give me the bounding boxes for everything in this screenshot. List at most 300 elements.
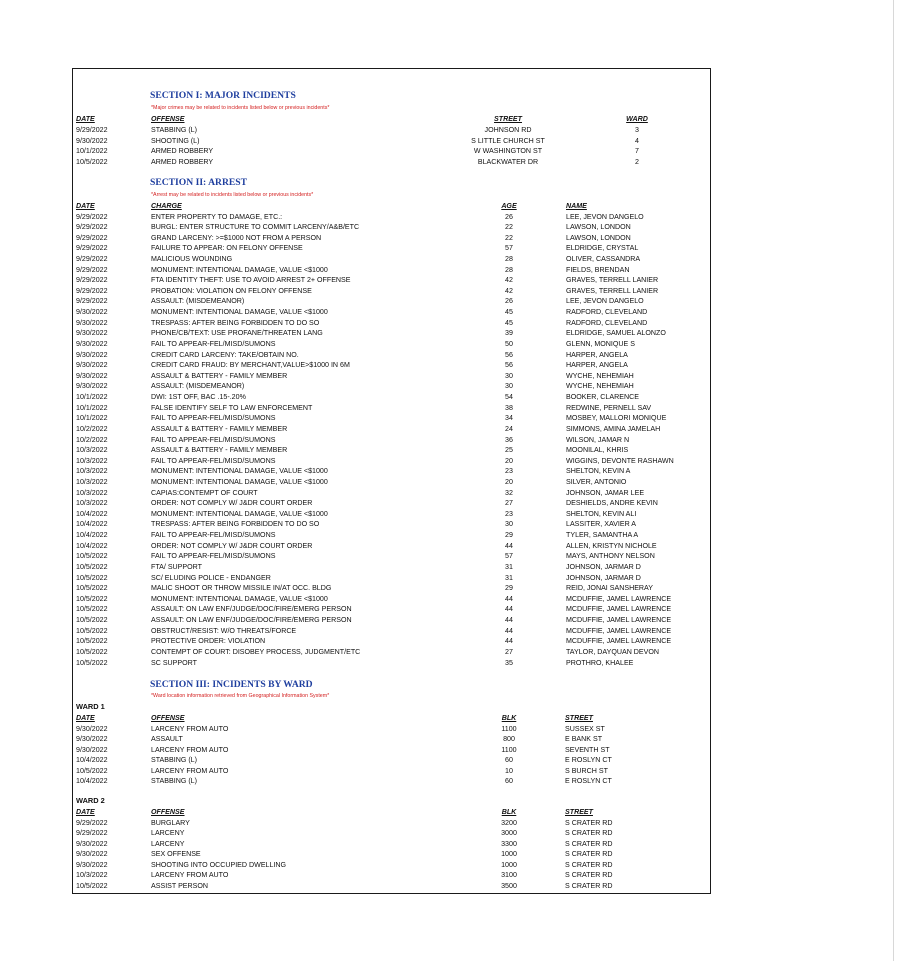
row-date: 9/30/2022 (76, 860, 108, 869)
row-name: HARPER, ANGELA (566, 361, 628, 370)
table-header (73, 713, 710, 724)
row-date: 10/3/2022 (76, 488, 108, 497)
row-date: 10/4/2022 (76, 531, 108, 540)
table-row (73, 551, 710, 562)
row-age: 35 (505, 658, 513, 667)
row-charge: CONTEMPT OF COURT: DISOBEY PROCESS, JUDGMENT/ETC (151, 647, 361, 656)
table-row (73, 519, 710, 530)
row-age: 44 (505, 594, 513, 603)
row-date: 9/30/2022 (76, 329, 108, 338)
table-row (73, 339, 710, 350)
table-row (73, 776, 710, 787)
row-date: 10/1/2022 (76, 403, 108, 412)
row-date: 10/3/2022 (76, 446, 108, 455)
row-charge: CREDIT CARD LARCENY: TAKE/OBTAIN NO. (151, 350, 299, 359)
row-name: GRAVES, TERRELL LANIER (566, 286, 659, 295)
row-charge: OBSTRUCT/RESIST: W/O THREATS/FORCE (151, 626, 297, 635)
row-age: 20 (505, 478, 513, 486)
row-name: LAWSON, LONDON (566, 233, 631, 242)
row-date: 10/4/2022 (76, 541, 108, 550)
table-row (73, 881, 710, 892)
row-age: 29 (505, 584, 513, 593)
row-date: 9/30/2022 (76, 839, 108, 848)
table-row (73, 265, 710, 276)
row-charge: FALSE IDENTIFY SELF TO LAW ENFORCEMENT (151, 403, 313, 412)
table-row (73, 615, 710, 626)
table-header (73, 201, 710, 212)
row-charge: MONUMENT: INTENTIONAL DAMAGE, VALUE <$1000 (151, 265, 328, 274)
row-name: TYLER, SAMANTHA A (566, 531, 639, 540)
row-name: HARPER, ANGELA (566, 350, 628, 359)
row-date: 10/2/2022 (76, 435, 108, 444)
row-name: LEE, JEVON DANGELO (566, 212, 644, 221)
row-name: MOONILAL, KHRIS (566, 446, 629, 455)
row-name: ELDRIDGE, CRYSTAL (566, 244, 639, 253)
row-age: 39 (505, 329, 513, 338)
row-date: 10/1/2022 (76, 414, 108, 423)
table-row (73, 541, 710, 552)
table-row (73, 222, 710, 233)
row-age: 29 (505, 531, 513, 540)
row-charge: MONUMENT: INTENTIONAL DAMAGE, VALUE <$1000 (151, 509, 328, 518)
row-name: ELDRIDGE, SAMUEL ALONZO (566, 329, 666, 338)
row-blk: 60 (505, 777, 513, 785)
row-age: 31 (505, 562, 513, 571)
row-name: MCDUFFIE, JAMEL LAWRENCE (566, 605, 672, 614)
row-name: RADFORD, CLEVELAND (566, 318, 648, 327)
row-age: 44 (505, 616, 513, 625)
section-note: *Ward location information retrieved from Geographical Information System* (151, 693, 330, 699)
row-date: 9/30/2022 (76, 371, 108, 380)
header-street: STREET (494, 115, 522, 123)
row-date: 9/30/2022 (76, 136, 108, 145)
row-age: 42 (505, 276, 513, 285)
row-date: 9/29/2022 (76, 265, 108, 274)
table-row (73, 658, 710, 669)
row-name: FIELDS, BRENDAN (566, 265, 630, 274)
row-offense: LARCENY FROM AUTO (151, 745, 229, 754)
header-date: DATE (76, 115, 95, 123)
row-name: WYCHE, NEHEMIAH (566, 371, 634, 380)
row-age: 26 (505, 297, 513, 306)
row-age: 27 (505, 647, 513, 656)
row-age: 38 (505, 403, 513, 412)
table-row (73, 136, 710, 147)
header-street: STREET (565, 714, 593, 722)
row-street: BLACKWATER DR (477, 157, 539, 166)
table-row (73, 870, 710, 881)
row-name: MAYS, ANTHONY NELSON (566, 552, 655, 561)
row-name: MCDUFFIE, JAMEL LAWRENCE (566, 616, 672, 625)
row-charge: TRESPASS: AFTER BEING FORBIDDEN TO DO SO (151, 520, 320, 529)
table-row (73, 212, 710, 223)
table-row (73, 594, 710, 605)
row-street: S CRATER RD (565, 839, 613, 848)
row-charge: PROBATION: VIOLATION ON FELONY OFFENSE (151, 286, 312, 295)
row-age: 31 (505, 573, 513, 582)
row-charge: DWI: 1ST OFF, BAC .15-.20% (151, 393, 246, 402)
row-street: S CRATER RD (565, 871, 613, 879)
row-offense: ASSAULT (151, 735, 183, 743)
row-date: 9/30/2022 (76, 382, 108, 391)
row-age: 22 (505, 233, 513, 242)
row-offense: LARCENY (151, 829, 185, 837)
row-charge: MALICIOUS WOUNDING (151, 254, 233, 263)
row-blk: 1000 (501, 850, 517, 858)
page-edge-line (893, 0, 894, 961)
table-row (73, 766, 710, 777)
row-date: 9/29/2022 (76, 297, 108, 306)
row-charge: BURGL: ENTER STRUCTURE TO COMMIT LARCENY/A&B/ETC (151, 223, 360, 232)
row-charge: FTA IDENTITY THEFT: USE TO AVOID ARREST 2+ OFFENSE (151, 276, 351, 285)
row-ward: 7 (635, 147, 639, 155)
row-blk: 10 (505, 766, 513, 775)
row-name: REID, JONAI SANSHERAY (566, 584, 653, 593)
row-name: PROTHRO, KHALEE (566, 658, 634, 667)
header-offense: OFFENSE (151, 115, 185, 123)
row-charge: FAIL TO APPEAR-FEL/MISD/SUMONS (151, 339, 276, 348)
row-name: REDWINE, PERNELL SAV (566, 403, 652, 412)
table-row (73, 477, 710, 488)
table-row (73, 413, 710, 424)
row-date: 10/5/2022 (76, 594, 108, 603)
row-date: 10/5/2022 (76, 626, 108, 635)
row-offense: BURGLARY (151, 818, 190, 827)
row-name: GRAVES, TERRELL LANIER (566, 276, 659, 285)
row-age: 36 (505, 435, 513, 444)
row-street: JOHNSON RD (484, 126, 532, 134)
row-street: E BANK ST (565, 735, 603, 743)
row-blk: 3300 (501, 839, 517, 848)
row-name: LEE, JEVON DANGELO (566, 297, 644, 306)
table-header (73, 807, 710, 818)
table-row (73, 509, 710, 520)
row-name: BOOKER, CLARENCE (566, 393, 639, 402)
row-date: 10/5/2022 (76, 616, 108, 625)
row-blk: 60 (505, 756, 513, 764)
table-row (73, 530, 710, 541)
row-blk: 1100 (501, 745, 517, 754)
table-row (73, 604, 710, 615)
row-date: 9/29/2022 (76, 223, 108, 232)
row-name: MOSBEY, MALLORI MONIQUE (566, 414, 667, 423)
row-street: E ROSLYN CT (565, 777, 612, 785)
table-row (73, 755, 710, 766)
row-charge: ASSAULT & BATTERY - FAMILY MEMBER (151, 424, 288, 433)
table-row (73, 275, 710, 286)
row-offense: LARCENY FROM AUTO (151, 766, 229, 775)
table-row (73, 403, 710, 414)
row-name: LASSITER, XAVIER A (566, 520, 637, 529)
row-street: S CRATER RD (565, 881, 613, 890)
row-street: S LITTLE CHURCH ST (471, 136, 545, 145)
header-offense: OFFENSE (151, 808, 185, 816)
row-blk: 1100 (501, 724, 517, 733)
row-age: 44 (505, 541, 513, 550)
row-name: WILSON, JAMAR N (566, 435, 630, 444)
row-street: S CRATER RD (565, 818, 613, 827)
row-ward: 2 (635, 157, 639, 166)
row-offense: LARCENY FROM AUTO (151, 871, 229, 879)
row-date: 10/5/2022 (76, 766, 108, 775)
row-age: 30 (505, 520, 513, 529)
row-age: 30 (505, 371, 513, 380)
table-row (73, 125, 710, 136)
table-row (73, 456, 710, 467)
incident-report-page (72, 68, 711, 894)
row-date: 10/2/2022 (76, 424, 108, 433)
row-age: 28 (505, 254, 513, 263)
row-blk: 1000 (501, 860, 517, 869)
row-date: 9/29/2022 (76, 233, 108, 242)
table-row (73, 583, 710, 594)
row-street: S BURCH ST (565, 766, 608, 775)
table-row (73, 636, 710, 647)
row-date: 9/30/2022 (76, 745, 108, 754)
row-date: 10/3/2022 (76, 871, 108, 879)
row-date: 10/1/2022 (76, 147, 108, 155)
table-row (73, 466, 710, 477)
table-row (73, 818, 710, 829)
row-date: 10/1/2022 (76, 393, 108, 402)
row-date: 10/5/2022 (76, 658, 108, 667)
row-charge: CAPIAS:CONTEMPT OF COURT (151, 488, 258, 497)
row-age: 22 (505, 223, 513, 232)
ward-label: WARD 2 (76, 796, 105, 805)
row-charge: FAILURE TO APPEAR: ON FELONY OFFENSE (151, 244, 303, 253)
row-date: 10/4/2022 (76, 777, 108, 785)
row-ward: 4 (635, 136, 639, 145)
row-charge: PROTECTIVE ORDER: VIOLATION (151, 637, 266, 646)
row-street: S CRATER RD (565, 860, 613, 869)
header-offense: OFFENSE (151, 714, 185, 722)
row-name: SIMMONS, AMINA JAMELAH (566, 424, 661, 433)
table-row (73, 435, 710, 446)
table-row (73, 371, 710, 382)
table-row (73, 626, 710, 637)
row-offense: ARMED ROBBERY (151, 157, 214, 166)
row-name: TAYLOR, DAYQUAN DEVON (566, 647, 660, 656)
row-date: 10/5/2022 (76, 584, 108, 593)
row-date: 10/5/2022 (76, 637, 108, 646)
table-row (73, 745, 710, 756)
row-charge: FTA/ SUPPORT (151, 562, 202, 571)
row-age: 44 (505, 637, 513, 646)
row-charge: ASSAULT: (MISDEMEANOR) (151, 297, 245, 306)
table-row (73, 307, 710, 318)
row-offense: STABBING (L) (151, 777, 197, 785)
ward-label: WARD 1 (76, 702, 105, 711)
row-street: S CRATER RD (565, 829, 613, 837)
row-offense: SHOOTING INTO OCCUPIED DWELLING (151, 860, 287, 869)
row-charge: ASSAULT & BATTERY - FAMILY MEMBER (151, 371, 288, 380)
row-age: 25 (505, 446, 513, 455)
row-date: 9/30/2022 (76, 724, 108, 733)
row-charge: ASSAULT: ON LAW ENF/JUDGE/DOC/FIRE/EMERG PERSON (151, 616, 352, 625)
header-name: NAME (566, 202, 587, 210)
table-row (73, 424, 710, 435)
table-row (73, 647, 710, 658)
table-row (73, 286, 710, 297)
row-charge: ASSAULT & BATTERY - FAMILY MEMBER (151, 446, 288, 455)
table-row (73, 828, 710, 839)
table-row (73, 381, 710, 392)
table-row (73, 860, 710, 871)
row-age: 45 (505, 318, 513, 327)
row-age: 28 (505, 265, 513, 274)
row-name: WYCHE, NEHEMIAH (566, 382, 634, 391)
header-blk: BLK (501, 808, 517, 816)
row-offense: LARCENY FROM AUTO (151, 724, 229, 733)
row-age: 57 (505, 244, 513, 253)
row-age: 32 (505, 488, 513, 497)
table-row (73, 233, 710, 244)
header-date: DATE (76, 808, 95, 816)
row-date: 9/30/2022 (76, 339, 108, 348)
row-charge: SC SUPPORT (151, 658, 197, 667)
row-charge: MONUMENT: INTENTIONAL DAMAGE, VALUE <$1000 (151, 308, 328, 317)
row-street: SUSSEX ST (565, 724, 605, 733)
row-blk: 3100 (501, 871, 517, 879)
row-date: 9/30/2022 (76, 361, 108, 370)
header-street: STREET (565, 808, 593, 816)
row-date: 10/4/2022 (76, 509, 108, 518)
header-charge: CHARGE (151, 202, 182, 210)
header-ward: WARD (626, 115, 648, 123)
table-row (73, 839, 710, 850)
row-name: JOHNSON, JARMAR D (566, 562, 641, 571)
row-date: 10/3/2022 (76, 467, 108, 476)
table-row (73, 328, 710, 339)
row-date: 10/4/2022 (76, 520, 108, 529)
row-name: MCDUFFIE, JAMEL LAWRENCE (566, 594, 672, 603)
row-blk: 3000 (501, 829, 517, 837)
row-age: 23 (505, 467, 513, 476)
table-row (73, 254, 710, 265)
row-name: DESHIELDS, ANDRE KEVIN (566, 499, 658, 508)
row-name: RADFORD, CLEVELAND (566, 308, 648, 317)
table-header (73, 114, 710, 125)
row-date: 9/30/2022 (76, 850, 108, 858)
table-row (73, 849, 710, 860)
row-offense: ASSIST PERSON (151, 881, 209, 890)
section-note: *Major crimes may be related to incidents listed below or previous incidents* (151, 105, 330, 111)
row-offense: LARCENY (151, 839, 185, 848)
row-date: 10/4/2022 (76, 756, 108, 764)
row-name: JOHNSON, JAMAR LEE (566, 488, 645, 497)
row-charge: FAIL TO APPEAR-FEL/MISD/SUMONS (151, 414, 276, 423)
table-row (73, 243, 710, 254)
row-age: 56 (505, 350, 513, 359)
row-name: MCDUFFIE, JAMEL LAWRENCE (566, 626, 672, 635)
row-date: 10/5/2022 (76, 881, 108, 890)
row-age: 26 (505, 212, 513, 221)
row-offense: SHOOTING (L) (151, 136, 200, 145)
row-street: S CRATER RD (565, 850, 613, 858)
row-date: 9/29/2022 (76, 244, 108, 253)
row-charge: FAIL TO APPEAR-FEL/MISD/SUMONS (151, 435, 276, 444)
row-date: 10/5/2022 (76, 573, 108, 582)
row-charge: MONUMENT: INTENTIONAL DAMAGE, VALUE <$1000 (151, 594, 328, 603)
row-street: W WASHINGTON ST (473, 147, 543, 155)
row-charge: TRESPASS: AFTER BEING FORBIDDEN TO DO SO (151, 318, 320, 327)
header-date: DATE (76, 714, 95, 722)
header-blk: BLK (501, 714, 517, 722)
table-row (73, 573, 710, 584)
row-date: 10/5/2022 (76, 552, 108, 561)
table-row (73, 392, 710, 403)
row-charge: ENTER PROPERTY TO DAMAGE, ETC.: (151, 212, 283, 221)
section-title: SECTION II: ARREST (150, 177, 248, 188)
row-name: GLENN, MONIQUE S (566, 339, 635, 348)
row-ward: 3 (635, 126, 639, 134)
row-date: 10/5/2022 (76, 605, 108, 614)
row-charge: SC/ ELUDING POLICE - ENDANGER (151, 573, 271, 582)
row-date: 9/29/2022 (76, 276, 108, 285)
row-age: 24 (505, 424, 513, 433)
row-charge: ORDER: NOT COMPLY W/ J&DR COURT ORDER (151, 499, 313, 508)
row-date: 10/5/2022 (76, 157, 108, 166)
row-date: 9/30/2022 (76, 308, 108, 317)
table-row (73, 724, 710, 735)
row-charge: FAIL TO APPEAR-FEL/MISD/SUMONS (151, 531, 276, 540)
row-charge: MONUMENT: INTENTIONAL DAMAGE, VALUE <$1000 (151, 467, 328, 476)
row-name: SILVER, ANTONIO (566, 478, 627, 486)
row-age: 54 (505, 393, 513, 402)
row-age: 23 (505, 509, 513, 518)
table-row (73, 146, 710, 157)
row-date: 9/30/2022 (76, 318, 108, 327)
row-name: WIGGINS, DEVONTE RASHAWN (566, 456, 674, 465)
row-age: 30 (505, 382, 513, 391)
row-blk: 800 (503, 735, 515, 743)
row-offense: SEX OFFENSE (151, 850, 201, 858)
table-row (73, 445, 710, 456)
row-charge: MALIC SHOOT OR THROW MISSILE IN/AT OCC. BLDG (151, 584, 332, 593)
table-row (73, 296, 710, 307)
section-title: SECTION III: INCIDENTS BY WARD (150, 679, 313, 690)
row-charge: ORDER: NOT COMPLY W/ J&DR COURT ORDER (151, 541, 313, 550)
row-charge: CREDIT CARD FRAUD: BY MERCHANT,VALUE>$1000 IN 6M (151, 361, 350, 370)
row-name: SHELTON, KEVIN ALI (566, 509, 637, 518)
table-row (73, 488, 710, 499)
table-row (73, 350, 710, 361)
section-note: *Arrest may be related to incidents listed below or previous incidents* (151, 192, 314, 198)
row-date: 9/29/2022 (76, 818, 108, 827)
table-row (73, 498, 710, 509)
row-date: 10/3/2022 (76, 456, 108, 465)
row-charge: ASSAULT: (MISDEMEANOR) (151, 382, 245, 391)
row-name: SHELTON, KEVIN A (566, 467, 631, 476)
row-age: 44 (505, 605, 513, 614)
row-street: SEVENTH ST (565, 745, 610, 754)
header-date: DATE (76, 202, 95, 210)
section-title: SECTION I: MAJOR INCIDENTS (150, 90, 296, 101)
row-date: 10/5/2022 (76, 562, 108, 571)
row-date: 10/3/2022 (76, 499, 108, 508)
table-row (73, 157, 710, 168)
row-name: OLIVER, CASSANDRA (566, 254, 641, 263)
row-age: 50 (505, 339, 513, 348)
row-date: 9/29/2022 (76, 212, 108, 221)
row-date: 9/29/2022 (76, 126, 108, 134)
row-charge: FAIL TO APPEAR-FEL/MISD/SUMONS (151, 456, 276, 465)
row-charge: MONUMENT: INTENTIONAL DAMAGE, VALUE <$1000 (151, 478, 328, 486)
row-offense: ARMED ROBBERY (151, 147, 214, 155)
table-row (73, 360, 710, 371)
row-name: ALLEN, KRISTYN NICHOLE (566, 541, 657, 550)
row-date: 9/30/2022 (76, 735, 108, 743)
